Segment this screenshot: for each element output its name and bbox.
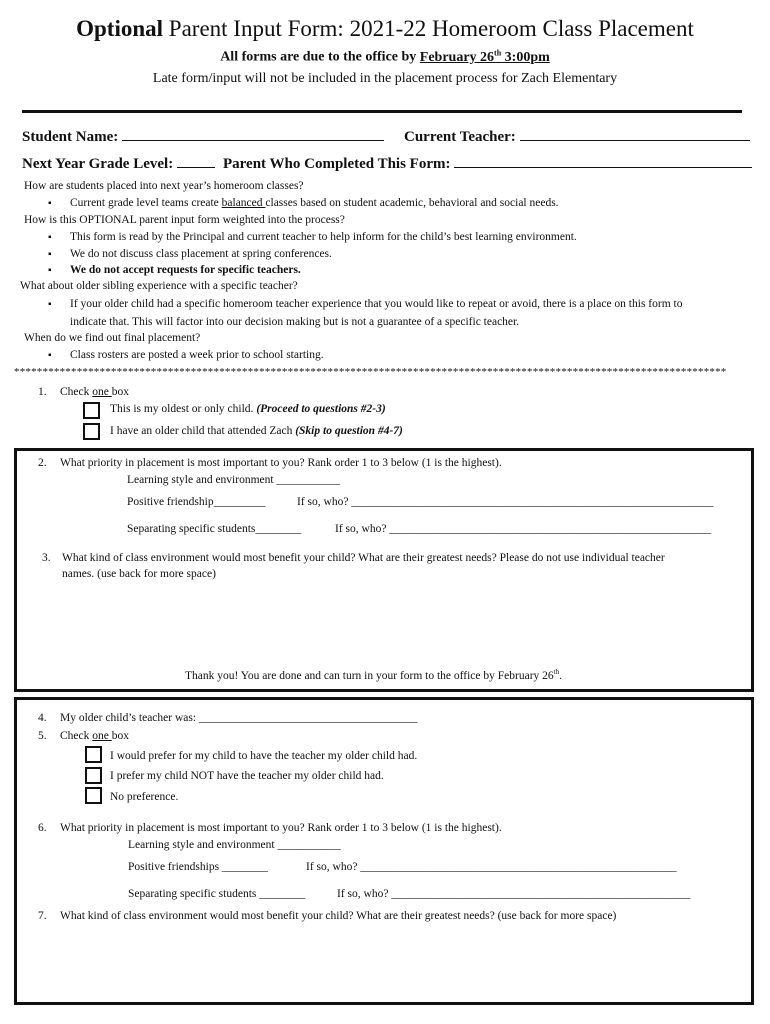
question-1-number: 1. xyxy=(38,386,47,398)
question-7-number: 7. xyxy=(38,910,47,922)
question-6-number: 6. xyxy=(38,822,47,834)
question-4-number: 4. xyxy=(38,712,47,724)
rank-learning-style-2[interactable]: Learning style and environment ___________ xyxy=(128,839,341,851)
question-1-label: Check one box xyxy=(60,386,129,398)
student-name-field[interactable]: Student Name: xyxy=(22,126,384,146)
rank-positive-friendships-2[interactable]: Positive friendships ________ xyxy=(128,861,268,873)
question-2-number: 2. xyxy=(38,457,47,469)
question-7-answer-area[interactable] xyxy=(60,930,730,992)
checkbox-not-same-teacher[interactable] xyxy=(85,767,102,784)
late-note: Late form/input will not be included in the placement process for Zach Elementary xyxy=(152,71,618,86)
due-notice: All forms are due to the office by February 26th 3:00pm xyxy=(220,48,550,65)
current-teacher-field[interactable]: Current Teacher: xyxy=(404,126,750,146)
intro-question-2: How is this OPTIONAL parent input form weighted into the process? xyxy=(24,214,345,226)
bullet-icon: ▪ xyxy=(48,232,52,243)
bullet-icon: ▪ xyxy=(48,350,52,361)
question-3-number: 3. xyxy=(42,552,51,564)
separating-who-field-2[interactable]: If so, who? ____________________________________________________ xyxy=(337,888,691,900)
question-5-number: 5. xyxy=(38,730,47,742)
intro-bullet: We do not discuss class placement at spring conferences. xyxy=(70,248,332,260)
intro-bullet: We do not accept requests for specific teachers. xyxy=(70,264,301,276)
option-no-preference: No preference. xyxy=(110,791,179,803)
intro-question-1: How are students placed into next year’s homeroom classes? xyxy=(24,180,304,192)
page-title: Optional Parent Input Form: 2021-22 Homeroom Class Placement xyxy=(76,16,694,41)
checkbox-no-preference[interactable] xyxy=(85,787,102,804)
intro-bullet-cont: indicate that. This will factor into our decision making but is not a guarantee of a specific teacher. xyxy=(70,316,520,328)
parent-completed-field[interactable]: Parent Who Completed This Form: xyxy=(223,153,752,173)
option-not-same-teacher: I prefer my child NOT have the teacher my older child had. xyxy=(110,770,384,782)
bullet-icon: ▪ xyxy=(48,198,52,209)
separating-who-field[interactable]: If so, who? ________________________________________________________ xyxy=(335,523,712,535)
rank-separating-students-2[interactable]: Separating specific students ________ xyxy=(128,888,306,900)
header-divider xyxy=(22,110,742,113)
intro-bullet: Current grade level teams create balanced classes based on student academic, behavioral and social needs. xyxy=(70,197,559,209)
question-3-text-cont: names. (use back for more space) xyxy=(62,568,216,580)
intro-bullet: Class rosters are posted a week prior to school starting. xyxy=(70,349,324,361)
bullet-icon: ▪ xyxy=(48,299,52,310)
question-5-label: Check one box xyxy=(60,730,129,742)
rank-learning-style[interactable]: Learning style and environment ___________ xyxy=(127,474,340,486)
question-2-text: What priority in placement is most important to you? Rank order 1 to 3 below (1 is the highest). xyxy=(60,457,502,469)
option-same-teacher: I would prefer for my child to have the teacher my older child had. xyxy=(110,750,418,762)
question-3-answer-area[interactable] xyxy=(62,586,732,658)
star-divider: ***************************************************************************************************************************** xyxy=(14,366,727,378)
friendships-who-field-2[interactable]: If so, who? _______________________________________________________ xyxy=(306,861,677,873)
question-4-text[interactable]: My older child’s teacher was: ______________________________________ xyxy=(60,712,418,724)
thank-you-note: Thank you! You are done and can turn in your form to the office by February 26th. xyxy=(185,668,562,682)
intro-question-4: When do we find out final placement? xyxy=(24,332,201,344)
intro-question-3: What about older sibling experience with a specific teacher? xyxy=(20,280,298,292)
grade-level-field[interactable]: Next Year Grade Level: xyxy=(22,153,215,173)
checkbox-older-sibling[interactable] xyxy=(83,423,100,440)
question-3-text: What kind of class environment would most benefit your child? What are their greatest needs? Please do not use individual teacher xyxy=(62,552,665,564)
option-oldest-child: This is my oldest or only child. (Proceed to questions #2-3) xyxy=(110,403,386,415)
bullet-icon: ▪ xyxy=(48,265,52,276)
rank-positive-friendship[interactable]: Positive friendship_________ xyxy=(127,496,266,508)
option-older-sibling: I have an older child that attended Zach (Skip to question #4-7) xyxy=(110,425,403,437)
intro-bullet: If your older child had a specific homeroom teacher experience that you would like to repeat or avoid, there is a place on this form to xyxy=(70,298,683,310)
question-7-text: What kind of class environment would most benefit your child? What are their greatest needs? (use back for more space) xyxy=(60,910,617,922)
intro-bullet: This form is read by the Principal and current teacher to help inform for the child’s best learning environment. xyxy=(70,231,577,243)
bullet-icon: ▪ xyxy=(48,249,52,260)
question-6-text: What priority in placement is most important to you? Rank order 1 to 3 below (1 is the highest). xyxy=(60,822,502,834)
checkbox-same-teacher[interactable] xyxy=(85,746,102,763)
checkbox-oldest-child[interactable] xyxy=(83,402,100,419)
rank-separating-students[interactable]: Separating specific students________ xyxy=(127,523,302,535)
friendship-who-field[interactable]: If so, who? _______________________________________________________________ xyxy=(297,496,714,508)
